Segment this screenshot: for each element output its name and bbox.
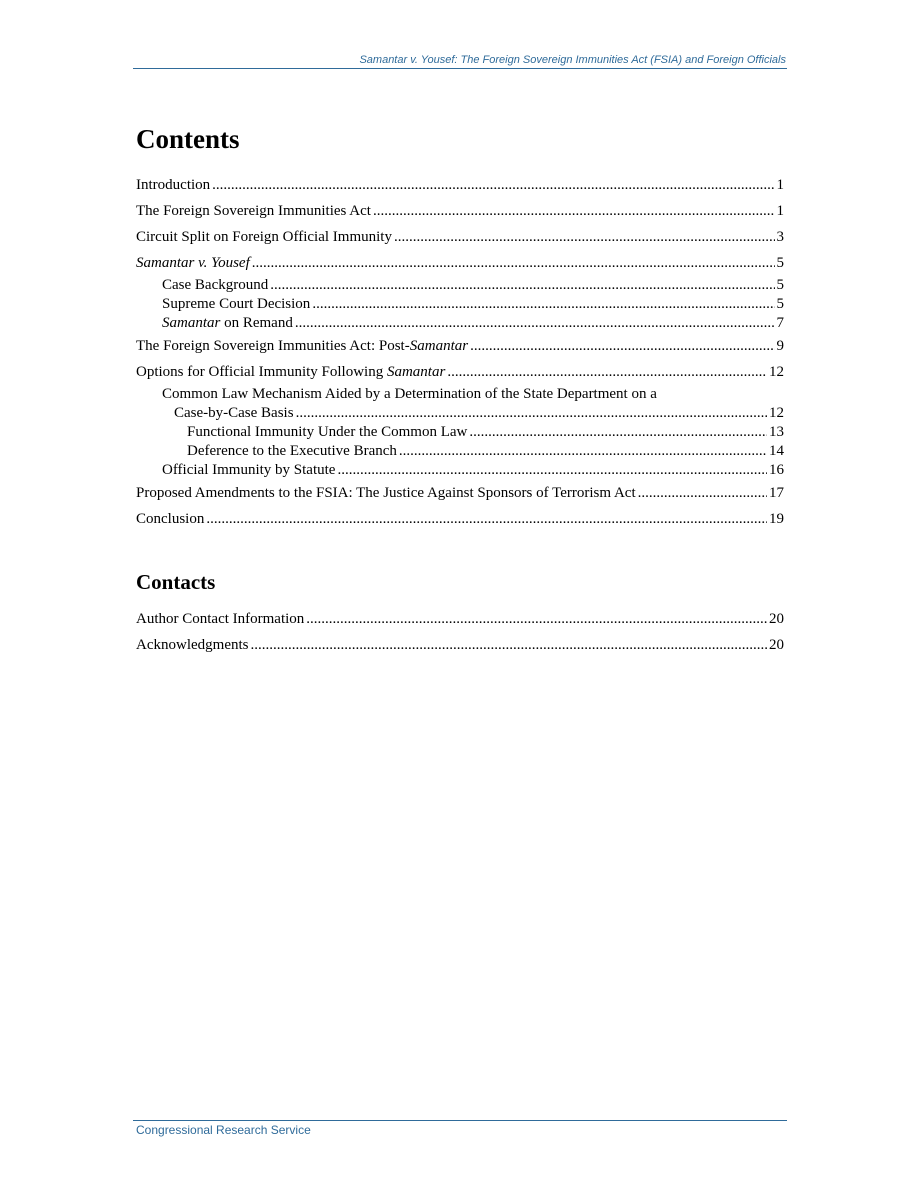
toc-entry-label: Official Immunity by Statute — [162, 462, 336, 478]
toc-entry-label: Introduction — [136, 177, 211, 193]
toc-entry-introduction[interactable] — [136, 176, 784, 195]
toc-entry-conclusion[interactable] — [136, 510, 784, 529]
toc-entry-samantar-v-yousef[interactable] — [136, 254, 784, 273]
toc-entry-acknowledgments[interactable] — [136, 636, 784, 655]
toc-entry-samantar-on-remand[interactable] — [162, 314, 784, 333]
toc-entry-author-contact[interactable] — [136, 610, 784, 629]
toc-page-number: 19 — [769, 511, 784, 527]
toc-entry-label-main: The Foreign Sovereign Immunities Act: Post- — [136, 338, 410, 354]
contacts-heading: Contacts — [136, 570, 216, 594]
toc-page-number: 17 — [769, 485, 784, 501]
toc-entry-official-immunity-statute[interactable] — [162, 461, 784, 480]
toc-entry-label: Samantar v. Yousef — [136, 255, 250, 271]
toc-entry-label: Case Background — [162, 277, 269, 293]
dot-leader — [212, 176, 774, 195]
toc-entry-label: Functional Immunity Under the Common Law — [187, 424, 468, 440]
toc-entry-label: Circuit Split on Foreign Official Immunity — [136, 229, 392, 245]
toc-page-number: 5 — [776, 296, 784, 312]
running-header: Samantar v. Yousef: The Foreign Sovereign Immunities Act (FSIA) and Foreign Officials — [359, 54, 786, 66]
toc-entry-label: Supreme Court Decision — [162, 296, 311, 312]
toc-entry-label: Conclusion — [136, 511, 205, 527]
toc-entry-label-italic: Samantar — [409, 338, 469, 354]
toc-entry-label: Acknowledgments — [136, 637, 249, 653]
toc-entry-label — [136, 337, 468, 356]
toc-entry-label-line1: Common Law Mechanism Aided by a Determination of the State Department on a — [162, 386, 657, 402]
footer-rule — [133, 1120, 787, 1121]
toc-entry-fsia[interactable] — [136, 202, 784, 221]
toc-entry-circuit-split[interactable] — [136, 228, 784, 247]
contents-heading: Contents — [136, 124, 240, 154]
toc-page-number: 20 — [769, 611, 784, 627]
dot-leader — [447, 363, 767, 382]
dot-leader — [270, 276, 774, 295]
toc-page-number: 1 — [776, 177, 784, 193]
toc-page-number: 13 — [769, 424, 784, 440]
dot-leader — [306, 610, 767, 629]
dot-leader — [373, 202, 775, 221]
dot-leader — [470, 337, 774, 356]
dot-leader — [337, 461, 767, 480]
dot-leader — [312, 295, 774, 314]
toc-entry-label-main: Options for Official Immunity Following — [136, 364, 387, 380]
toc-entry-options-official-immunity[interactable] — [136, 363, 784, 382]
dot-leader — [295, 314, 775, 333]
toc-page-number: 5 — [776, 277, 784, 293]
dot-leader — [394, 228, 775, 247]
dot-leader — [638, 484, 767, 503]
toc-entry-case-background[interactable] — [162, 276, 784, 295]
header-rule — [133, 68, 787, 69]
toc-entry-label: Author Contact Information — [136, 611, 305, 627]
dot-leader — [399, 442, 767, 461]
toc-entry-label: The Foreign Sovereign Immunities Act — [136, 203, 371, 219]
toc-page-number: 7 — [776, 315, 784, 331]
toc-page-number: 14 — [769, 443, 784, 459]
toc-entry-supreme-court-decision[interactable] — [162, 295, 784, 314]
toc-entry-common-law-mechanism[interactable] — [162, 385, 784, 423]
toc-entry-label-italic: Samantar — [386, 364, 446, 380]
table-of-contents — [136, 176, 784, 536]
dot-leader — [250, 636, 767, 655]
toc-page-number: 1 — [776, 203, 784, 219]
toc-entry-label: Deference to the Executive Branch — [187, 443, 397, 459]
contacts-list — [136, 610, 784, 660]
toc-page-number: 12 — [769, 364, 784, 380]
toc-entry-functional-immunity[interactable] — [187, 423, 784, 442]
dot-leader — [469, 423, 767, 442]
toc-page-number: 3 — [776, 229, 784, 245]
toc-page-number: 12 — [769, 405, 784, 421]
toc-entry-label — [162, 314, 293, 333]
toc-entry-deference-executive[interactable] — [187, 442, 784, 461]
toc-entry-label — [136, 363, 445, 382]
toc-page-number: 20 — [769, 637, 784, 653]
toc-entry-proposed-amendments[interactable] — [136, 484, 784, 503]
dot-leader — [206, 510, 767, 529]
dot-leader — [296, 404, 767, 423]
toc-entry-fsia-post-samantar[interactable] — [136, 337, 784, 356]
footer-label: Congressional Research Service — [136, 1123, 311, 1137]
toc-entry-label: Proposed Amendments to the FSIA: The Justice Against Sponsors of Terrorism Act — [136, 485, 636, 501]
dot-leader — [252, 254, 775, 273]
toc-page-number: 5 — [776, 255, 784, 271]
toc-entry-label-rest: on Remand — [220, 315, 293, 331]
toc-page-number: 16 — [769, 462, 784, 478]
toc-entry-label-line2: Case-by-Case Basis — [174, 405, 294, 421]
toc-entry-label-italic: Samantar — [162, 315, 221, 331]
toc-page-number: 9 — [776, 338, 784, 354]
